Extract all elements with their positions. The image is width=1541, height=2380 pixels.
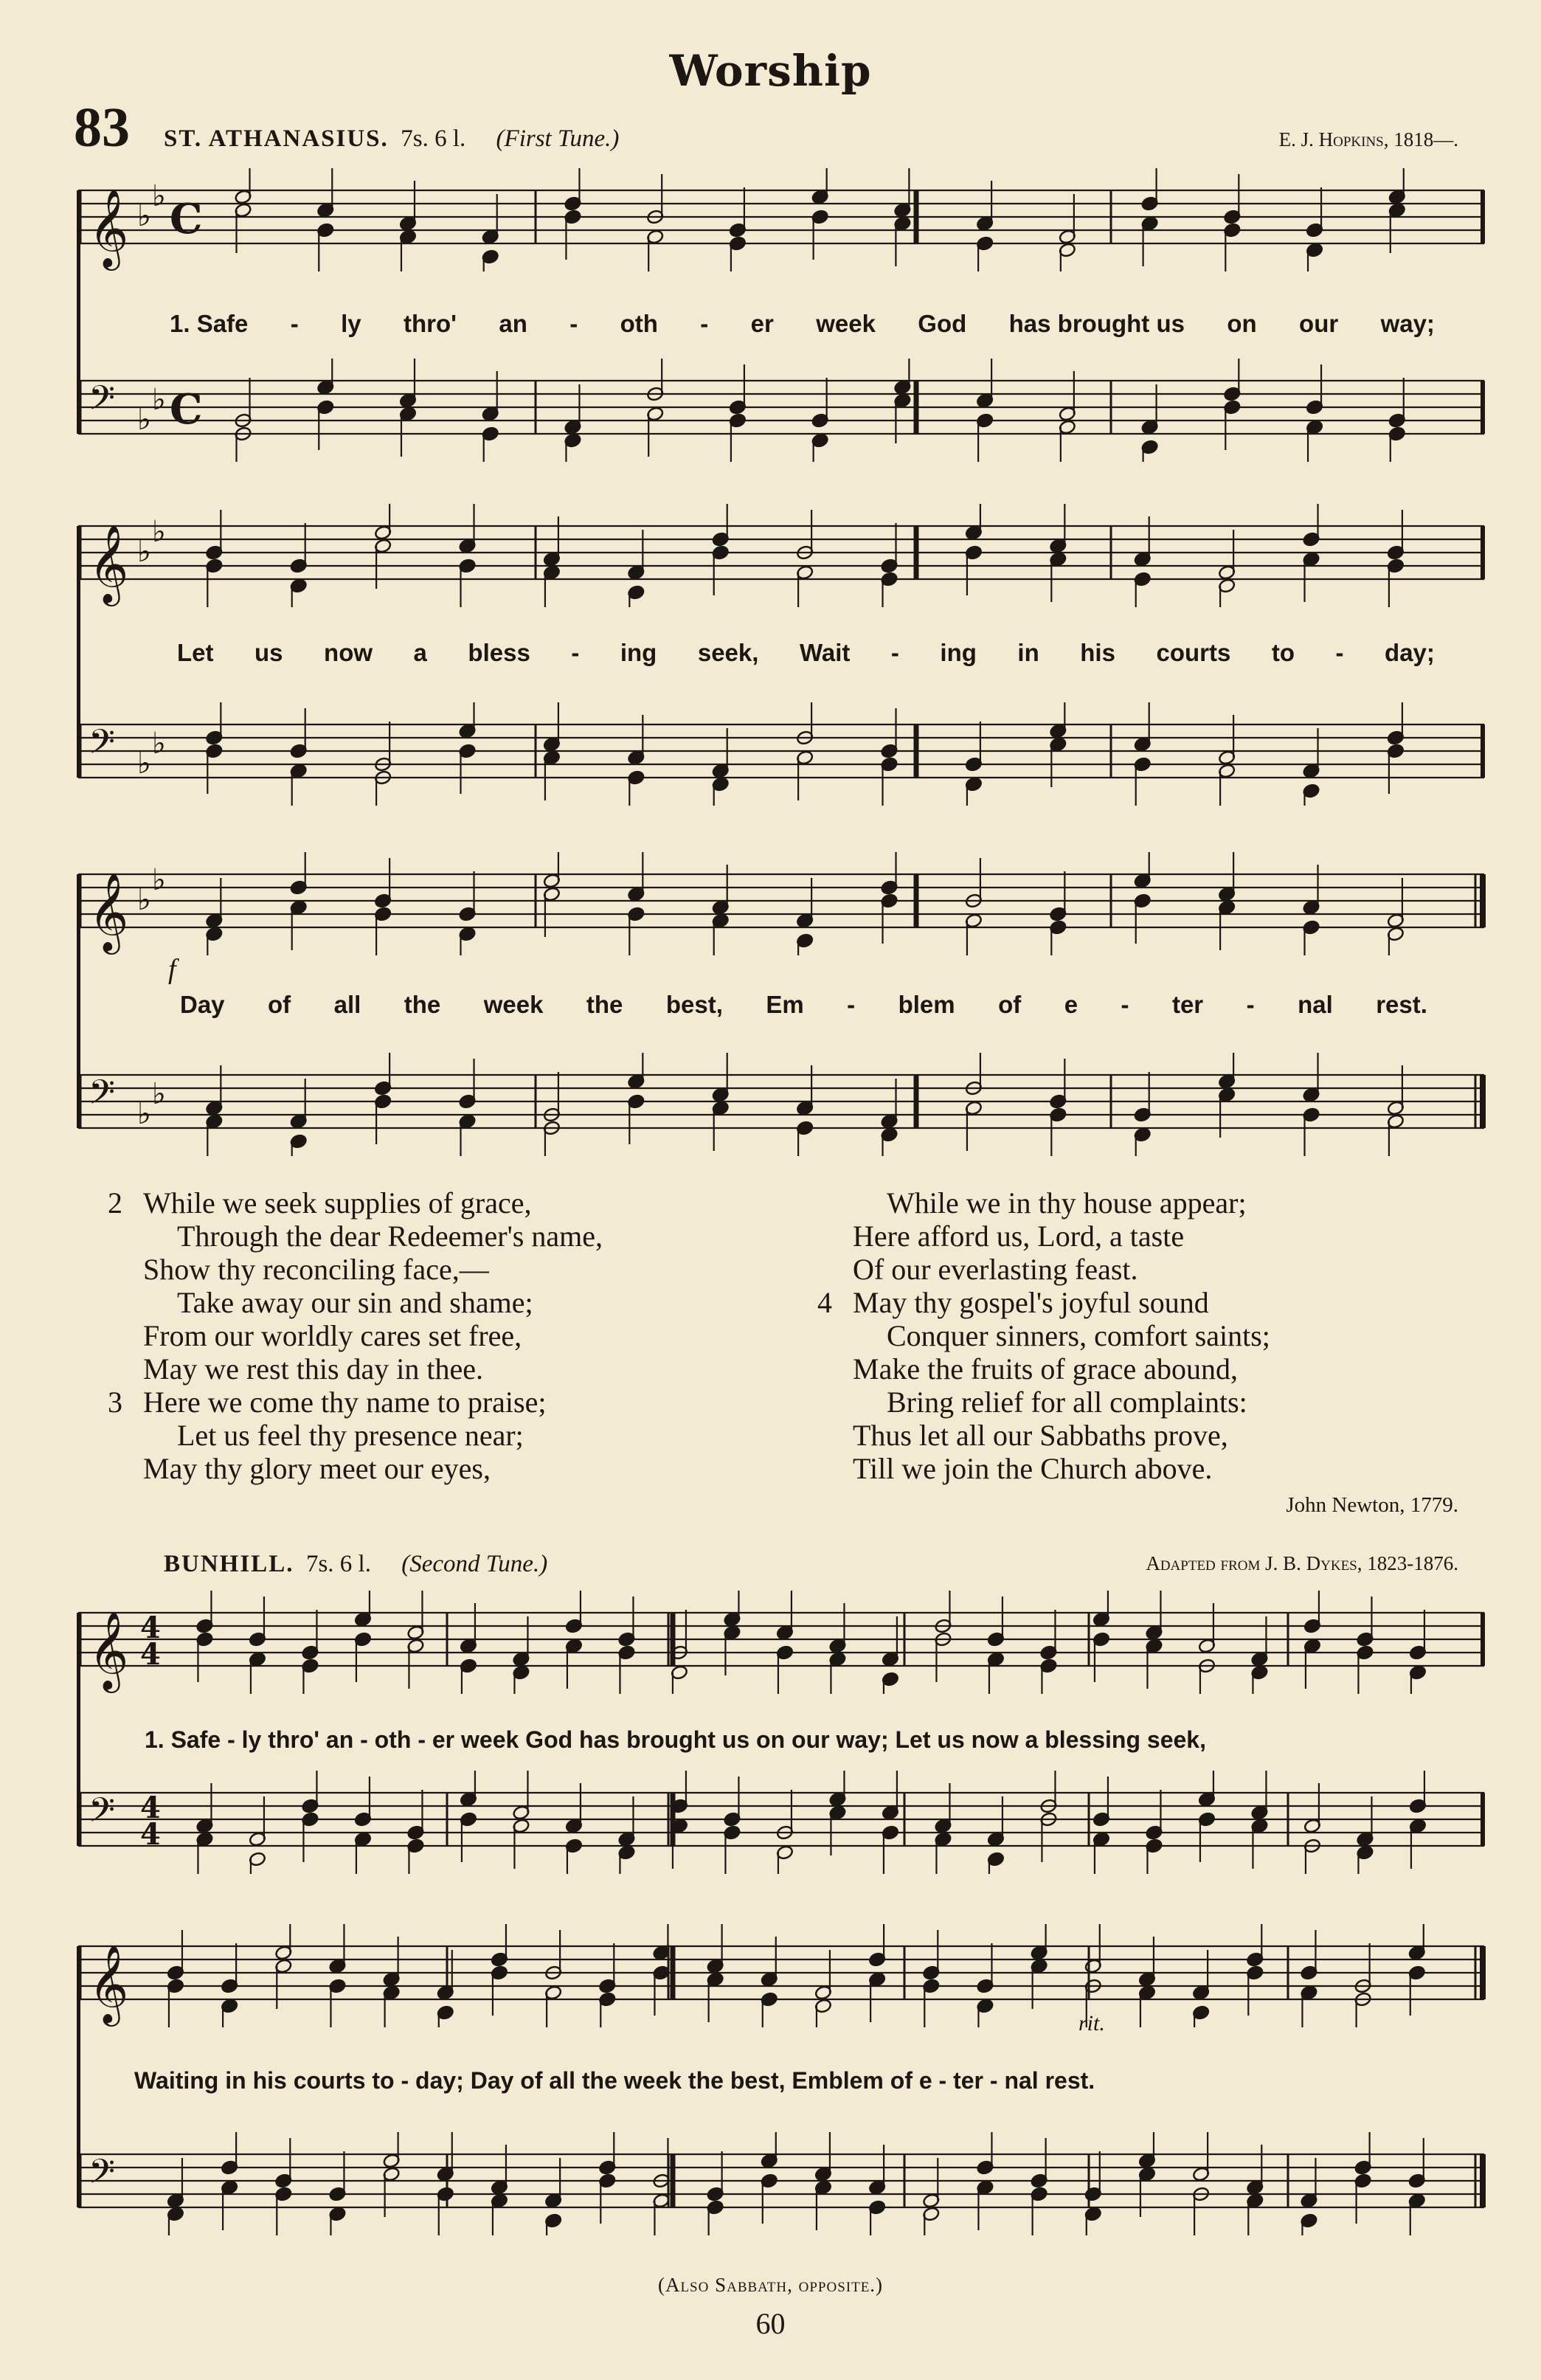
treble-clef-icon: 𝄞 (89, 1611, 129, 1689)
lyric-syllable: - (571, 639, 580, 666)
bass-clef-icon: 𝄢 (89, 378, 116, 426)
tune-note: (First Tune.) (496, 125, 620, 152)
lyric-syllable: way; (1380, 310, 1435, 337)
flat-icon: ♭ (152, 1077, 166, 1111)
verse-line (108, 1452, 603, 1485)
verses-right-column (817, 1186, 1270, 1485)
verse-text: Of our everlasting feast. (853, 1253, 1138, 1286)
verses-left-column (108, 1186, 603, 1485)
flat-icon: ♭ (152, 727, 166, 761)
lyric-syllable: of (998, 991, 1022, 1018)
lyric-line-5: Waiting in his courts to - day; Day of all the week the best, Emblem of e - ter - nal rest. (134, 2067, 1095, 2094)
treble-staff (78, 1924, 1499, 2027)
lyric-syllable: a (413, 639, 427, 666)
lyric-syllable: blem (898, 991, 955, 1018)
lyric-syllable: - (847, 991, 856, 1018)
verse-text: While we in thy house appear; (887, 1186, 1247, 1220)
composer-credit: E. J. Hopkins, 1818—. (1278, 128, 1458, 151)
lyric-syllable: ing (940, 639, 977, 666)
lyric-syllable: e (1064, 991, 1078, 1018)
lyric-syllable: us (254, 639, 283, 666)
treble-staff (78, 1591, 1499, 1694)
lyric-syllable: has brought us (1008, 310, 1185, 337)
lyric-line-1 (170, 310, 1435, 338)
verse-text: Here we come thy name to praise; (143, 1386, 547, 1419)
lyric-syllable: thro' (404, 310, 457, 337)
treble-clef-icon: 𝄞 (89, 188, 129, 267)
lyric-syllable: on (1227, 310, 1257, 337)
common-time-icon: C (170, 195, 203, 243)
bass-clef-icon: 𝄢 (89, 2152, 116, 2200)
verse-line (108, 1352, 603, 1386)
lyric-syllable: to (1271, 639, 1295, 666)
treble-staff (78, 504, 1499, 607)
bass-clef-icon: 𝄢 (89, 1073, 116, 1121)
lyric-syllable: all (333, 991, 361, 1018)
lyric-syllable: - (1246, 991, 1255, 1018)
lyric-syllable: rest. (1376, 991, 1427, 1018)
lyric-syllable: bless (468, 639, 530, 666)
verse-line (108, 1419, 603, 1452)
bass-clef-icon: 𝄢 (89, 722, 116, 770)
verse-text: Till we join the Church above. (853, 1452, 1213, 1485)
section-title: Worship (669, 46, 872, 96)
verse-text: While we seek supplies of grace, (143, 1186, 532, 1220)
hymn-number: 83 (74, 97, 130, 159)
tune-name: ST. ATHANASIUS. (164, 125, 389, 152)
lyric-syllable: - (290, 310, 299, 337)
lyric-syllable: courts (1156, 639, 1231, 666)
lyric-syllable: the (586, 991, 623, 1018)
footer-note: (Also Sabbath, opposite.) (657, 2274, 884, 2296)
flat-icon: ♭ (152, 515, 166, 549)
verse-line (108, 1220, 603, 1253)
lyric-line-4: 1. Safe - ly thro' an - oth - er week God has brought us on our way; Let us now a blessing seek, (145, 1726, 1206, 1753)
verse-line (817, 1419, 1270, 1452)
bass-staff (78, 702, 1499, 806)
forte-mark: f (168, 954, 176, 985)
lyric-syllable: best, (665, 991, 723, 1018)
lyric-syllable: Day (180, 991, 225, 1018)
page-number: 60 (755, 2307, 786, 2340)
tune-meter: 7s. 6 l. (401, 125, 466, 152)
verse-number: 4 (817, 1286, 832, 1319)
lyric-syllable: - (1121, 991, 1129, 1018)
time-signature: 4 (140, 1611, 161, 1645)
verse-text: From our worldly cares set free, (143, 1319, 522, 1352)
bass-clef-icon: 𝄢 (89, 1791, 116, 1838)
verse-text: Here afford us, Lord, a taste (853, 1220, 1185, 1253)
lyric-syllable: of (268, 991, 291, 1018)
verse-text: Through the dear Redeemer's name, (177, 1220, 603, 1253)
lyric-syllable: week (816, 310, 876, 337)
common-time-icon: C (170, 385, 203, 434)
verse-number: 2 (108, 1186, 122, 1220)
verse-line (817, 1220, 1270, 1253)
treble-clef-icon: 𝄞 (89, 872, 129, 951)
flat-icon: ♭ (137, 1097, 151, 1131)
verse-line (817, 1253, 1270, 1286)
treble-clef-icon: 𝄞 (89, 1944, 129, 2023)
lyric-syllable: Em (766, 991, 804, 1018)
lyric-syllable: an (499, 310, 527, 337)
verse-line (817, 1352, 1270, 1386)
verse-line (817, 1319, 1270, 1352)
flat-icon: ♭ (137, 747, 151, 781)
verse-line (817, 1386, 1270, 1419)
lyric-syllable: week (483, 991, 544, 1018)
lyric-syllable: er (750, 310, 774, 337)
verse-text: Bring relief for all complaints: (887, 1386, 1247, 1419)
lyric-syllable: God (918, 310, 967, 337)
flat-icon: ♭ (137, 403, 151, 437)
treble-staff (78, 852, 1499, 955)
lyric-syllable: - (700, 310, 709, 337)
verse-text: Make the fruits of grace abound, (853, 1352, 1239, 1386)
verse-number: 3 (108, 1386, 122, 1419)
verse-line (817, 1286, 1270, 1319)
lyric-line-2 (177, 639, 1435, 667)
bass-staff (78, 1053, 1499, 1156)
verse-line (817, 1452, 1270, 1485)
verse-line (108, 1253, 603, 1286)
lyric-syllable: our (1299, 310, 1339, 337)
lyric-syllable: now (324, 639, 373, 666)
lyric-syllable: his (1080, 639, 1115, 666)
treble-clef-icon: 𝄞 (89, 524, 129, 603)
lyric-syllable: oth (620, 310, 658, 337)
tune-name: BUNHILL. (164, 1551, 294, 1577)
lyric-syllable: seek, (697, 639, 759, 666)
first-tune-header (164, 125, 619, 153)
verse-line (108, 1286, 603, 1319)
verse-line (108, 1186, 603, 1220)
verse-text: Conquer sinners, comfort saints; (887, 1319, 1270, 1352)
verse-line (108, 1386, 603, 1419)
lyricist-credit: John Newton, 1779. (1286, 1493, 1458, 1517)
tune-note: (Second Tune.) (401, 1551, 548, 1577)
lyric-syllable: the (404, 991, 441, 1018)
flat-icon: ♭ (152, 179, 166, 213)
bass-staff (78, 1771, 1499, 1874)
verse-text: May we rest this day in thee. (143, 1352, 483, 1386)
flat-icon: ♭ (137, 883, 151, 917)
time-signature: 4 (140, 1791, 161, 1825)
verse-text: Take away our sin and shame; (177, 1286, 533, 1319)
verse-text: Show thy reconciling face,— (143, 1253, 489, 1286)
verse-line (817, 1186, 1270, 1220)
lyric-syllable: ing (620, 639, 657, 666)
verse-text: May thy glory meet our eyes, (143, 1452, 491, 1485)
bass-staff (78, 2132, 1499, 2235)
lyric-line-3 (180, 991, 1427, 1019)
tune-meter: 7s. 6 l. (305, 1551, 371, 1577)
flat-icon: ♭ (152, 863, 166, 897)
lyric-syllable: ly (341, 310, 361, 337)
verse-line (108, 1319, 603, 1352)
time-signature: 4 (140, 1637, 161, 1672)
lyric-syllable: Wait (799, 639, 851, 666)
lyric-syllable: - (569, 310, 578, 337)
lyric-syllable: nal (1298, 991, 1333, 1018)
second-tune-header (164, 1551, 547, 1578)
flat-icon: ♭ (152, 383, 166, 417)
lyric-syllable: day; (1385, 639, 1435, 666)
composer-credit: Adapted from J. B. Dykes, 1823-1876. (1146, 1552, 1458, 1574)
bass-staff (78, 359, 1499, 462)
treble-staff (78, 168, 1499, 271)
verse-text: Thus let all our Sabbaths prove, (853, 1419, 1228, 1452)
ritardando-mark: rit. (1078, 2011, 1105, 2035)
lyric-syllable: ter (1171, 991, 1204, 1018)
flat-icon: ♭ (137, 535, 151, 569)
verse-text: Let us feel thy presence near; (177, 1419, 524, 1452)
lyric-syllable: - (890, 639, 899, 666)
flat-icon: ♭ (137, 199, 151, 233)
time-signature: 4 (140, 1817, 161, 1852)
lyric-syllable: Let (177, 639, 214, 666)
lyric-syllable: - (1335, 639, 1344, 666)
lyric-syllable: in (1017, 639, 1039, 666)
verse-text: May thy gospel's joyful sound (853, 1286, 1209, 1319)
lyric-syllable: 1. Safe (170, 310, 249, 337)
